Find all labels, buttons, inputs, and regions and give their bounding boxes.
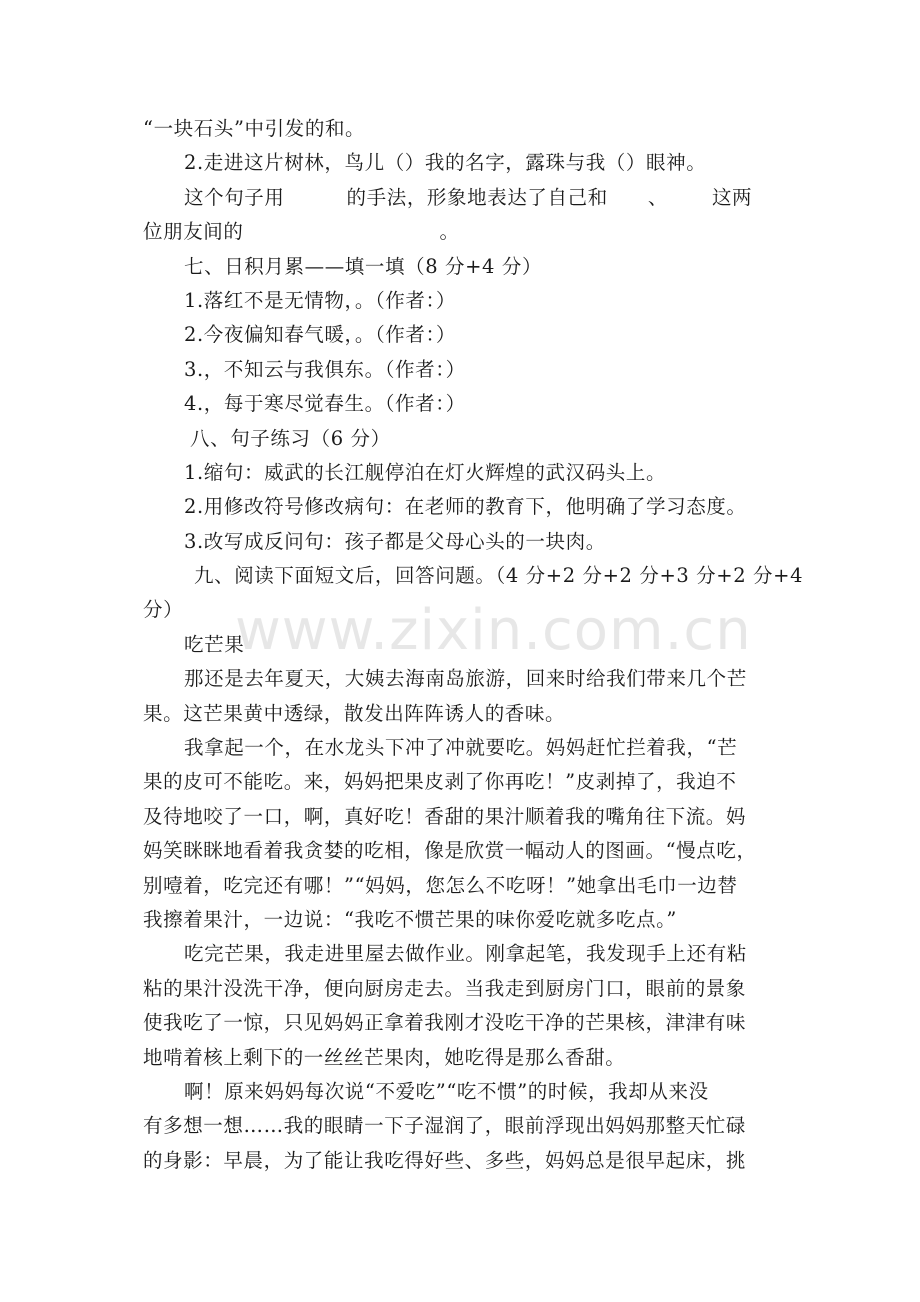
article-line: 地啃着核上剩下的一丝丝芒果肉，她吃得是那么香甜。 xyxy=(143,1045,626,1069)
text-segment: 这个句子用 xyxy=(184,185,285,209)
article-line: 啊！原来妈妈每次说“不爱吃”“吃不惯”的时候，我却从来没 xyxy=(184,1079,709,1103)
question-item: 2.今夜偏知春气暖，。（作者：） xyxy=(184,323,456,347)
document-body xyxy=(143,112,804,1178)
question-item: 2.用修改符号修改病句：在老师的教育下，他明确了学习态度。 xyxy=(184,495,747,519)
section-heading: 八、句子练习（6 分） xyxy=(190,426,391,450)
article-line: 我擦着果汁，一边说：“我吃不惯芒果的味你爱吃就多吃点。” xyxy=(143,907,677,931)
text-segment: 、 xyxy=(647,185,668,209)
article-line: 及待地咬了一口，啊，真好吃！香甜的果汁顺着我的嘴角往下流。妈 xyxy=(143,804,747,828)
question-2: 2.走进这片树林，鸟儿（）我的名字，露珠与我（）眼神。 xyxy=(184,151,707,175)
article-line: 吃完芒果，我走进里屋去做作业。刚拿起笔，我发现手上还有粘 xyxy=(184,942,747,966)
watermark: www.zixin.com.cn xyxy=(235,598,752,663)
fill-blank-line xyxy=(143,215,800,249)
section-heading-continued: 分） xyxy=(143,598,184,622)
section-heading: 七、日积月累——填一填（8 分+4 分） xyxy=(184,254,543,278)
article-line: 那还是去年夏天，大姨去海南岛旅游，回来时给我们带来几个芒 xyxy=(184,667,747,691)
text-segment: 这两 xyxy=(711,185,753,209)
question-item: 4.，每于寒尽觉春生。（作者：） xyxy=(184,392,466,416)
article-line: 妈笑眯眯地看着我贪婪的吃相，像是欣赏一幅动人的图画。“慢点吃， xyxy=(143,839,757,863)
article-line: 果。这芒果黄中透绿，散发出阵阵诱人的香味。 xyxy=(143,701,566,725)
article-line: 果的皮可不能吃。来，妈妈把果皮剥了你再吃！”皮剥掉了，我迫不 xyxy=(143,770,737,794)
text-segment: 。 xyxy=(439,220,460,244)
article-title: 吃芒果 xyxy=(184,632,245,656)
question-item: 3.改写成反问句：孩子都是父母心头的一块肉。 xyxy=(184,529,606,553)
article-line: 别噎着，吃完还有哪！”“妈妈，您怎么不吃呀！”她拿出毛巾一边替 xyxy=(143,873,738,897)
article-line: 我拿起一个，在水龙头下冲了冲就要吃。妈妈赶忙拦着我，“芒 xyxy=(184,736,738,760)
text-segment: 的手法，形象地表达了自己和 xyxy=(346,185,608,209)
article-line: 有多想一想……我的眼睛一下子湿润了，眼前浮现出妈妈那整天忙碌 xyxy=(143,1114,747,1138)
question-item: 1.落红不是无情物，。（作者：） xyxy=(184,288,456,312)
article-line: 粘的果汁没洗干净，便向厨房走去。当我走到厨房门口，眼前的景象 xyxy=(143,976,747,1000)
article-line: 的身影：早晨，为了能让我吃得好些、多些，妈妈总是很早起床，挑 xyxy=(143,1148,747,1172)
text-segment: 位朋友间的 xyxy=(143,220,244,244)
question-item: 1.缩句：威武的长江舰停泊在灯火辉煌的武汉码头上。 xyxy=(184,460,667,484)
article-line: 使我吃了一惊，只见妈妈正拿着我刚才没吃干净的芒果核，津津有味 xyxy=(143,1011,747,1035)
text-line: “一块石头”中引发的和。 xyxy=(143,117,366,140)
question-item: 3.，不知云与我俱东。（作者：） xyxy=(184,357,466,381)
section-heading: 九、阅读下面短文后，回答问题。（4 分+2 分+2 分+3 分+2 分+4 xyxy=(194,564,804,588)
fill-blank-line xyxy=(143,181,800,215)
